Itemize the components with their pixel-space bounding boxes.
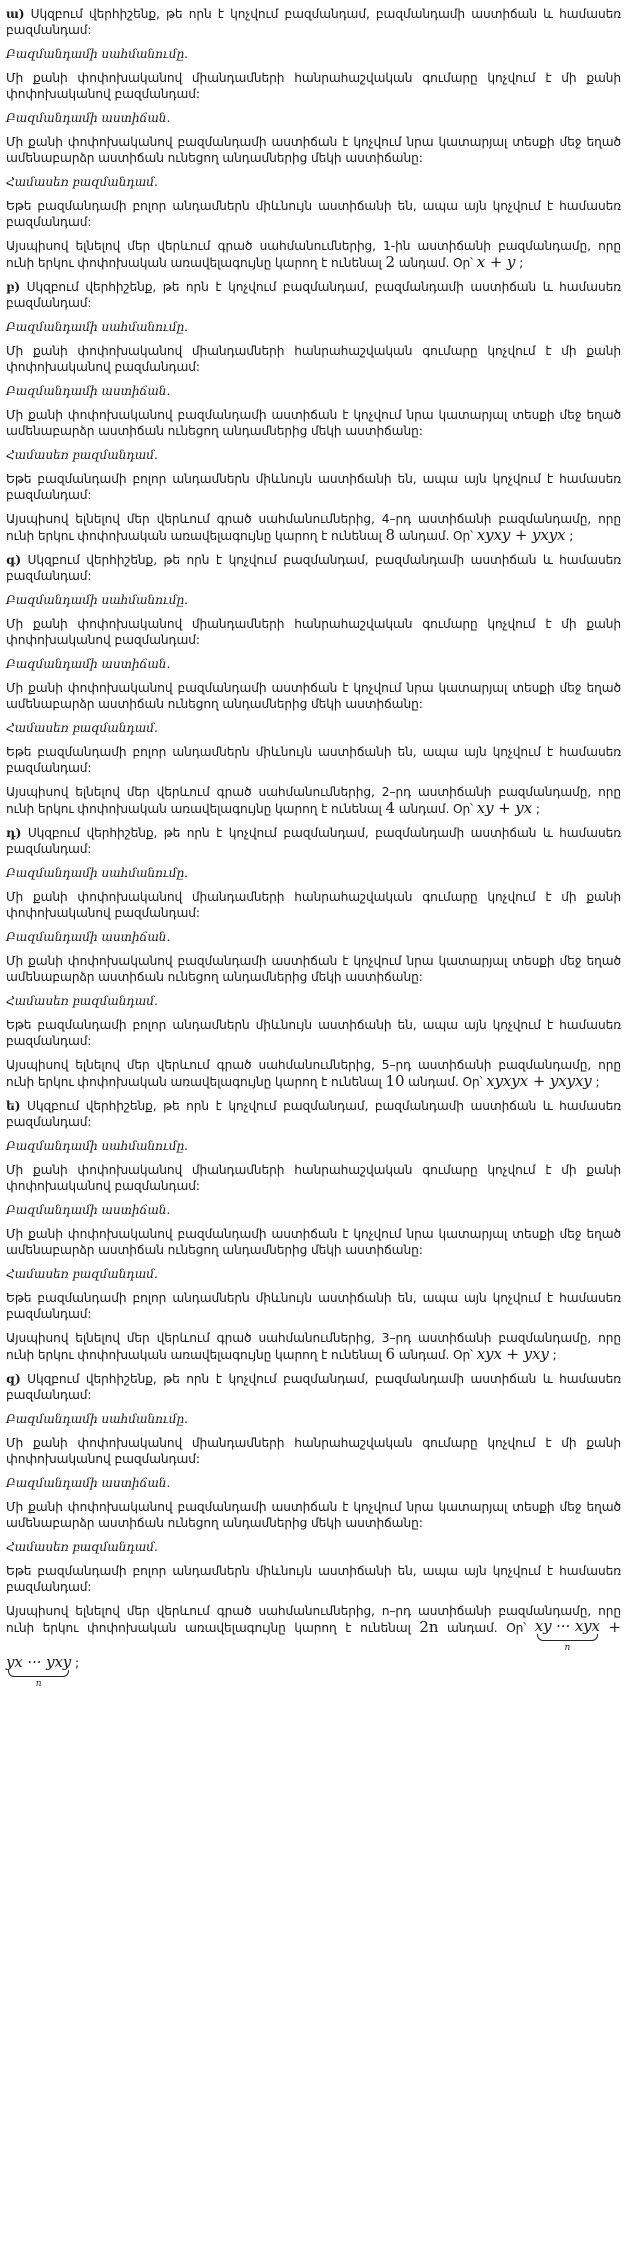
solution-section — [6, 552, 621, 817]
section-letter: բ) — [6, 280, 21, 294]
section-letter: դ) — [6, 826, 22, 840]
definition-title: Բազմանդամի աստիճան. — [6, 657, 171, 671]
definition-title: Բազմանդամի աստիճան. — [6, 1203, 171, 1217]
question-intro: զ) Սկզբում վերհիշենք, թե որն է կոչվում բազմանդամ, բազմանդամի աստիճան և համասեռ բազմանդամ: — [6, 1372, 621, 1402]
answer-paragraph: Այսպիսով ելնելով մեր վերևում գրած սահմանումներից, 2–րդ աստիճանի բազմանդամը, որը ունի երկու փոփոխական առավելագույնը կարող է ունենալ 4 անդամ. Օր՝ xy + yx ; — [6, 785, 622, 817]
section-letter: գ) — [6, 553, 22, 567]
underbrace-term: xy ··· xyx n — [534, 1617, 600, 1653]
definition-text: Եթե բազմանդամի բոլոր անդամներն միևնույն աստիճանի են, ապա այն կոչվում է համասեռ բազմանդամ: — [6, 472, 621, 502]
definition-title: Բազմանդամի սահմանումը. — [6, 593, 188, 607]
definition-title: Համասեռ բազմանդամ. — [6, 994, 158, 1008]
question-intro: գ) Սկզբում վերհիշենք, թե որն է կոչվում բազմանդամ, բազմանդամի աստիճան և համասեռ բազմանդամ: — [6, 553, 621, 583]
definition-text: Մի քանի փոփոխականով միանդամների հանրահաշվական գումարը կոչվում է մի քանի փոփոխականով բազմանդամ: — [6, 71, 621, 101]
solution-section — [6, 279, 621, 544]
example-polynomial: xyx + yxy — [476, 1345, 549, 1363]
definition-text: Մի քանի փոփոխականով բազմանդամի աստիճան է կոչվում նրա կատարյալ տեսքի մեջ եղած ամենաբարձր աստիճան ունեցող անդամներից մեկի աստիճանը: — [6, 408, 621, 438]
definition-title: Բազմանդամի սահմանումը. — [6, 320, 188, 334]
definition-text: Մի քանի փոփոխականով միանդամների հանրահաշվական գումարը կոչվում է մի քանի փոփոխականով բազմանդամ: — [6, 1436, 621, 1466]
section-letter: ա) — [6, 7, 25, 21]
definition-title: Բազմանդամի աստիճան. — [6, 1476, 171, 1490]
definition-text: Մի քանի փոփոխականով բազմանդամի աստիճան է կոչվում նրա կատարյալ տեսքի մեջ եղած ամենաբարձր աստիճան ունեցող անդամներից մեկի աստիճանը: — [6, 135, 621, 165]
definition-title: Բազմանդամի աստիճան. — [6, 384, 171, 398]
question-intro: ե) Սկզբում վերհիշենք, թե որն է կոչվում բազմանդամ, բազմանդամի աստիճան և համասեռ բազմանդամ: — [6, 1099, 621, 1129]
definition-title: Բազմանդամի աստիճան. — [6, 930, 171, 944]
solution-section — [6, 1098, 621, 1363]
definition-text: Եթե բազմանդամի բոլոր անդամներն միևնույն աստիճանի են, ապա այն կոչվում է համասեռ բազմանդամ: — [6, 199, 621, 229]
definition-title: Համասեռ բազմանդամ. — [6, 1267, 158, 1281]
answer-paragraph: Այսպիսով ելնելով մեր վերևում գրած սահմանումներից, 4–րդ աստիճանի բազմանդամը, որը ունի երկու փոփոխական առավելագույնը կարող է ունենալ 8 անդամ. Օր՝ xyxy + yxyx ; — [6, 512, 622, 544]
section-letter: զ) — [6, 1372, 21, 1386]
definition-text: Մի քանի փոփոխականով բազմանդամի աստիճան է կոչվում նրա կատարյալ տեսքի մեջ եղած ամենաբարձր աստիճան ունեցող անդամներից մեկի աստիճանը: — [6, 1227, 621, 1257]
definition-title: Բազմանդամի սահմանումը. — [6, 866, 188, 880]
question-intro: բ) Սկզբում վերհիշենք, թե որն է կոչվում բազմանդամ, բազմանդամի աստիճան և համասեռ բազմանդամ: — [6, 280, 621, 310]
definition-text: Մի քանի փոփոխականով միանդամների հանրահաշվական գումարը կոչվում է մի քանի փոփոխականով բազմանդամ: — [6, 890, 621, 920]
example-polynomial: xyxy + yxyx — [476, 526, 566, 544]
answer-paragraph: Այսպիսով ելնելով մեր վերևում գրած սահմանումներից, 3–րդ աստիճանի բազմանդամը, որը ունի երկու փոփոխական առավելագույնը կարող է ունենալ 6 անդամ. Օր՝ xyx + yxy ; — [6, 1331, 622, 1363]
question-intro: դ) Սկզբում վերհիշենք, թե որն է կոչվում բազմանդամ, բազմանդամի աստիճան և համասեռ բազմանդամ: — [6, 826, 621, 856]
definition-title: Բազմանդամի աստիճան. — [6, 111, 171, 125]
question-intro: ա) Սկզբում վերհիշենք, թե որն է կոչվում բազմանդամ, բազմանդամի աստիճան և համասեռ բազմանդամ: — [6, 7, 621, 37]
answer-paragraph: Այսպիսով ելնելով մեր վերևում գրած սահմանումներից, 5–րդ աստիճանի բազմանդամը, որը ունի երկու փոփոխական առավելագույնը կարող է ունենալ 10 անդամ. Օր՝ xyxyx + yxyxy ; — [6, 1058, 622, 1090]
definition-title: Բազմանդամի սահմանումը. — [6, 47, 188, 61]
definition-text: Մի քանի փոփոխականով միանդամների հանրահաշվական գումարը կոչվում է մի քանի փոփոխականով բազմանդամ: — [6, 344, 621, 374]
answer-paragraph: Այսպիսով ելնելով մեր վերևում գրած սահմանումներից, 1-ին աստիճանի բազմանդամը, որը ունի երկու փոփոխական առավելագույնը կարող է ունենալ 2 անդամ. Օր՝ x + y ; — [6, 239, 621, 271]
definition-text: Եթե բազմանդամի բոլոր անդամներն միևնույն աստիճանի են, ապա այն կոչվում է համասեռ բազմանդամ: — [6, 1018, 621, 1048]
definition-title: Համասեռ բազմանդամ. — [6, 175, 158, 189]
section-letter: ե) — [6, 1099, 21, 1113]
underbrace-icon — [8, 1670, 69, 1677]
definition-text: Մի քանի փոփոխականով միանդամների հանրահաշվական գումարը կոչվում է մի քանի փոփոխականով բազմանդամ: — [6, 617, 621, 647]
answer-paragraph: Այսպիսով ելնելով մեր վերևում գրած սահմանումներից, n–րդ աստիճանի բազմանդամը, որը ունի երկու փոփոխական առավելագույնը կարող է ունենալ 2n անդամ. Օր՝ xy ··· xyx n + yx ··· yxy n ; — [6, 1604, 622, 1689]
definition-text: Մի քանի փոփոխականով միանդամների հանրահաշվական գումարը կոչվում է մի քանի փոփոխականով բազմանդամ: — [6, 1163, 621, 1193]
solution-section — [6, 825, 621, 1090]
example-polynomial: xyxyx + yxyxy — [486, 1072, 592, 1090]
solution-section — [6, 1371, 621, 1691]
definition-title: Համասեռ բազմանդամ. — [6, 1540, 158, 1554]
solution-section — [6, 6, 621, 271]
example-polynomial: x + y — [476, 253, 516, 271]
definition-text: Մի քանի փոփոխականով բազմանդամի աստիճան է կոչվում նրա կատարյալ տեսքի մեջ եղած ամենաբարձր աստիճան ունեցող անդամներից մեկի աստիճանը: — [6, 954, 621, 984]
definition-title: Բազմանդամի սահմանումը. — [6, 1412, 188, 1426]
underbrace-icon — [537, 1634, 598, 1641]
definition-text: Եթե բազմանդամի բոլոր անդամներն միևնույն աստիճանի են, ապա այն կոչվում է համասեռ բազմանդամ: — [6, 1564, 621, 1594]
definition-title: Բազմանդամի սահմանումը. — [6, 1139, 188, 1153]
definition-text: Մի քանի փոփոխականով բազմանդամի աստիճան է կոչվում նրա կատարյալ տեսքի մեջ եղած ամենաբարձր աստիճան ունեցող անդամներից մեկի աստիճանը: — [6, 681, 621, 711]
definition-text: Եթե բազմանդամի բոլոր անդամներն միևնույն աստիճանի են, ապա այն կոչվում է համասեռ բազմանդամ: — [6, 1291, 621, 1321]
definition-title: Համասեռ բազմանդամ. — [6, 448, 158, 462]
example-polynomial: xy + yx — [476, 799, 533, 817]
definition-text: Եթե բազմանդամի բոլոր անդամներն միևնույն աստիճանի են, ապա այն կոչվում է համասեռ բազմանդամ: — [6, 745, 621, 775]
definition-title: Համասեռ բազմանդամ. — [6, 721, 158, 735]
underbrace-term: yx ··· yxy n — [6, 1653, 72, 1689]
definition-text: Մի քանի փոփոխականով բազմանդամի աստիճան է կոչվում նրա կատարյալ տեսքի մեջ եղած ամենաբարձր աստիճան ունեցող անդամներից մեկի աստիճանը: — [6, 1500, 621, 1530]
